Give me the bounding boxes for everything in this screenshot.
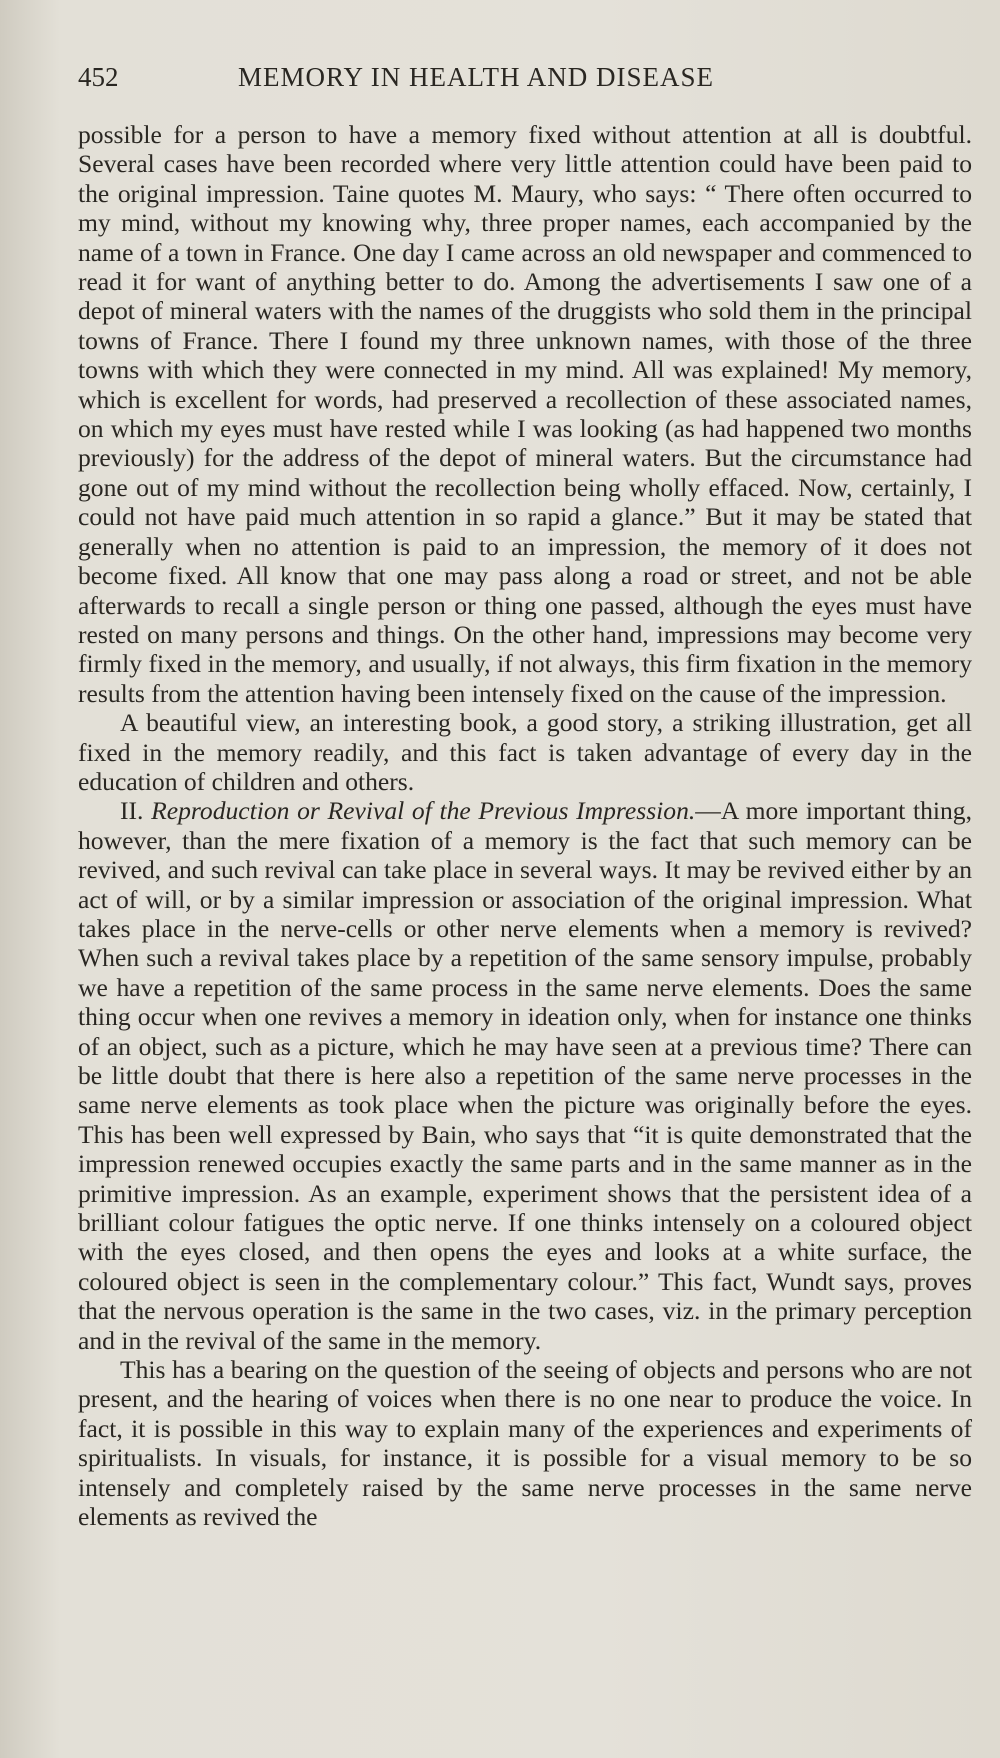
page-number: 452 (78, 62, 119, 92)
paragraph: A beautiful view, an interesting book, a good story, a striking illustration, get all fixed in the memory readily, and this fact is taken advantage of every day in the education of children and others. (78, 708, 972, 796)
section-title: Reproduction or Revival of the Previous Impression. (151, 796, 696, 826)
running-head: MEMORY IN HEALTH AND DISEASE (238, 62, 715, 92)
paragraph-continued: possible for a person to have a memory fixed without attention at all is doubtful. Several cases have been recorded where very little attention could have been paid to the original impression. Taine quotes M. Maury, who says: “ There often occurred to my mind, without my knowing why, three proper names, each accompanied by the name of a town in France. One day I came across an old newspaper and commenced to read it for want of anything better to do. Among the advertisements I saw one of a depot of mineral waters with the names of the druggists who sold them in the principal towns of France. There I found my three unknown names, with those of the three towns with which they were connected in my mind. All was explained! My memory, which is excellent for words, had preserved a recollection of these associated names, on which my eyes must have rested while I was looking (as had happened two months previously) for the address of the depot of mineral waters. But the circumstance had gone out of my mind without the recollection being wholly effaced. Now, certainly, I could not have paid much attention in so rapid a glance.” But it may be stated that generally when no attention is paid to an impression, the memory of it does not become fixed. All know that one may pass along a road or street, and not be able afterwards to recall a single person or thing one passed, although the eyes must have rested on many persons and things. On the other hand, impressions may become very firmly fixed in the memory, and usually, if not always, this firm fixation in the memory results from the attention having been intensely fixed on the cause of the impression. (78, 120, 972, 708)
body-text (78, 120, 972, 1532)
section-number: II. (120, 796, 152, 826)
paragraph-section-ii: II. Reproduction or Revival of the Previous Impression.—A more important thing, however, than the mere fixation of a memory is the fact that such memory can be revived, and such revival can take place in several ways. It may be revived either by an act of will, or by a similar impression or association of the original impression. What takes place in the nerve-cells or other nerve elements when a memory is revived? When such a revival takes place by a repetition of the same sensory impulse, probably we have a repetition of the same process in the same nerve elements. Does the same thing occur when one revives a memory in ideation only, when for instance one thinks of an object, such as a picture, which he may have seen at a previous time? There can be little doubt that there is here also a repetition of the same nerve processes in the same nerve elements as took place when the picture was originally before the eyes. This has been well expressed by Bain, who says that “it is quite demonstrated that the impression renewed occupies exactly the same parts and in the same manner as in the primitive impression. As an example, experiment shows that the persistent idea of a brilliant colour fatigues the optic nerve. If one thinks intensely on a coloured object with the eyes closed, and then opens the eyes and looks at a white surface, the coloured object is seen in the complementary colour.” This fact, Wundt says, proves that the nervous operation is the same in the two cases, viz. in the primary perception and in the revival of the same in the memory. (78, 796, 972, 1355)
page-header (78, 62, 972, 114)
paragraph: This has a bearing on the question of the seeing of objects and persons who are not present, and the hearing of voices when there is no one near to produce the voice. In fact, it is possible in this way to explain many of the experiences and experiments of spiritualists. In visuals, for instance, it is possible for a visual memory to be so intensely and completely raised by the same nerve processes in the same nerve elements as revived the (78, 1355, 972, 1532)
